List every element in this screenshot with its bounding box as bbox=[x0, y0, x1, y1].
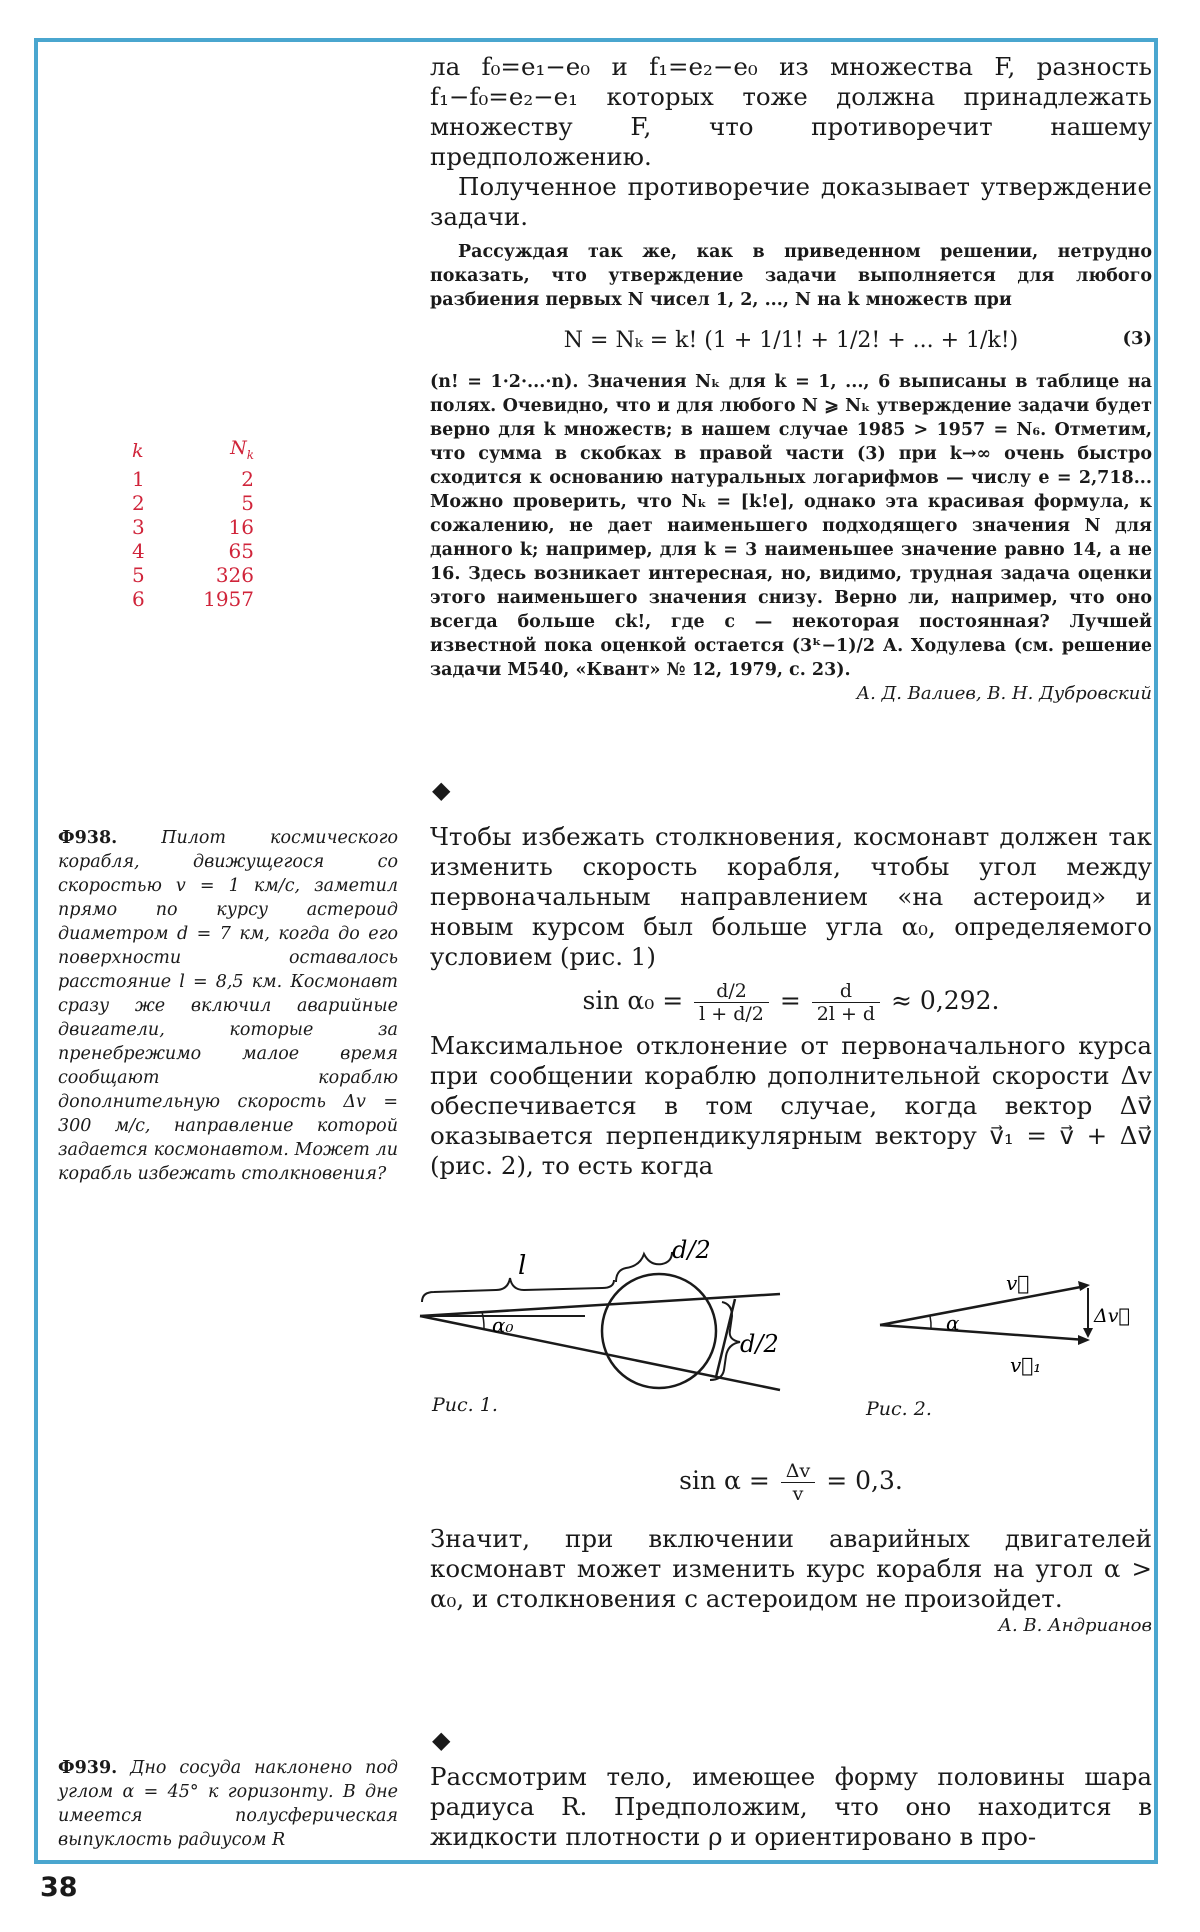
section-diamond: ◆ bbox=[432, 776, 451, 804]
f938-problem-text: Пилот космического корабля, движущегося со скоростью v = 1 км/с, заметил прямо по курсу астероид диаметром d = 7 км, когда до его поверхности оставалось расстояние l = 8,5 км. Космонавт сразу же включил аварийные двигатели, которые за пренебрежимо малое время сообщают кораблю дополнительную скорость Δv = 300 м/с, направление которой задается космонавтом. Может ли корабль избежать столкновения? bbox=[58, 828, 398, 1184]
table-cell-n: 16 bbox=[228, 514, 254, 539]
formula-3-label: (3) bbox=[1122, 328, 1152, 349]
f938-problem bbox=[58, 826, 398, 1186]
table-row bbox=[128, 491, 258, 515]
signature-valiev: А. Д. Валиев, В. Н. Дубровский bbox=[856, 683, 1152, 704]
top-section bbox=[430, 52, 1152, 706]
table-row bbox=[128, 539, 258, 563]
fig2-label-dv: Δv⃗ bbox=[1094, 1305, 1130, 1327]
fig2-label-v: v⃗ bbox=[1006, 1271, 1030, 1295]
formula-3 bbox=[430, 312, 1152, 370]
f938-paragraph-1: Чтобы избежать столкновения, космонавт должен так изменить скорость корабля, чтобы угол между первоначальным направлением «на астероид» и новым курсом был больше угла α₀, определяемого условием (рис. 1) bbox=[430, 822, 1152, 971]
fig2-arrow-dv bbox=[1083, 1328, 1093, 1338]
fig1-label-d2-side: d/2 bbox=[740, 1330, 779, 1358]
paragraph-conclusion: Полученное противоречие доказывает утверждение задачи. bbox=[430, 172, 1152, 231]
f938-paragraph-3: Значит, при включении аварийных двигателей космонавт может изменить курс корабля на угол α > α₀, и столкновения с астероидом не произойдет. bbox=[430, 1524, 1152, 1613]
formula-1-eq: = bbox=[779, 986, 801, 1015]
formula-3-expression: N = Nₖ = k! (1 + 1/1! + 1/2! + ... + 1/k!) bbox=[563, 328, 1019, 353]
formula-1-den-1: l + d/2 bbox=[699, 1003, 764, 1025]
formula-1-den-2: 2l + d bbox=[816, 1003, 876, 1025]
fig1-angle-arc bbox=[482, 1312, 484, 1328]
fig2-caption: Рис. 2. bbox=[866, 1398, 932, 1420]
fig2-label-v1: v⃗₁ bbox=[1010, 1353, 1042, 1377]
table-header-n bbox=[162, 436, 258, 467]
fig1-caption: Рис. 1. bbox=[432, 1394, 498, 1416]
fig2-vector-v1 bbox=[880, 1325, 1086, 1340]
fig1-asteroid-circle bbox=[602, 1274, 716, 1388]
fig1-label-alpha0: α₀ bbox=[492, 1313, 514, 1337]
table-cell-k: 1 bbox=[132, 466, 145, 491]
paragraph-values: (n! = 1·2·...·n). Значения Nₖ для k = 1, ..., 6 выписаны в таблице на полях. Очевидно, что и для любого N ⩾ Nₖ утверждение задачи будет верно для k множеств; в нашем случае 1985 > 1957 = N₆. Отметим, что сумма в скобках в правой части (3) при k→∞ очень быстро сходится к основанию натуральных логарифмов — числу e = 2,718... Можно проверить, что Nₖ = [k!e], однако эта красивая формула, к сожалению, не дает наименьшего подходящего значения N для данного k; например, для k = 3 наименьшее значение равно 14, а не 16. Здесь возникает интересная, но, видимо, трудная задача оценки этого наименьшего значения снизу. Верно ли, например, что оно всегда больше ck!, где c — некоторая постоянная? Лучшей известной пока оценкой остается (3ᵏ−1)/2 А. Ходулева (см. решение задачи М540, «Квант» № 12, 1979, с. 23). bbox=[430, 372, 1152, 680]
signature-andrianov: А. В. Андрианов bbox=[998, 1615, 1152, 1636]
page-number: 38 bbox=[40, 1872, 78, 1903]
formula-sin-alpha bbox=[430, 1460, 1152, 1505]
table-cell-n: 5 bbox=[241, 490, 254, 515]
f938-label: Ф938. bbox=[58, 828, 118, 848]
table-header-k: k bbox=[132, 440, 144, 463]
table-row bbox=[128, 563, 258, 587]
paragraph-generalization: Рассуждая так же, как в приведенном решении, нетрудно показать, что утверждение задачи выполняется для любого разбиения первых N чисел 1, 2, ..., N на k множеств при bbox=[430, 242, 1152, 310]
formula-1-frac-2 bbox=[812, 980, 880, 1025]
formula-1-num-2: d bbox=[812, 980, 880, 1003]
section-diamond: ◆ bbox=[432, 1726, 451, 1754]
formula-2-frac bbox=[781, 1460, 815, 1505]
table-cell-n: 1957 bbox=[203, 586, 254, 611]
fig1-line-upper bbox=[420, 1294, 780, 1316]
table-cell-k: 3 bbox=[132, 514, 145, 539]
f939-problem-text: Дно сосуда наклонено под углом α = 45° к горизонту. В дне имеется полусферическая выпуклость радиусом R bbox=[58, 1758, 398, 1850]
f938-conclusion bbox=[430, 1524, 1152, 1638]
f939-solution bbox=[430, 1762, 1152, 1852]
formula-2-num: Δv bbox=[781, 1460, 815, 1483]
f938-paragraph-2: Максимальное отклонение от первоначального курса при сообщении кораблю дополнительной скорости Δv обеспечивается в том случае, когда вектор Δv⃗ оказывается перпендикулярным вектору v⃗₁ = v⃗ + Δv⃗ (рис. 2), то есть когда bbox=[430, 1031, 1152, 1180]
fig1-label-d2-top: d/2 bbox=[672, 1236, 711, 1264]
table-cell-k: 2 bbox=[132, 490, 145, 515]
table-header-n-letter: N bbox=[230, 437, 247, 459]
f939-problem bbox=[58, 1756, 398, 1852]
formula-2-den: v bbox=[792, 1483, 804, 1505]
fig1-label-l: l bbox=[518, 1251, 527, 1281]
formula-1-frac-1 bbox=[694, 980, 769, 1025]
f938-solution bbox=[430, 822, 1152, 1181]
table-cell-k: 6 bbox=[132, 586, 145, 611]
f939-paragraph-1: Рассмотрим тело, имеющее форму половины шара радиуса R. Предположим, что оно находится в жидкости плотности ρ и ориентировано в про- bbox=[430, 1762, 1152, 1851]
f939-label: Ф939. bbox=[58, 1758, 118, 1778]
fig2-label-alpha: α bbox=[946, 1311, 960, 1335]
formula-1-lhs: sin α₀ = bbox=[582, 986, 684, 1015]
table-cell-n: 326 bbox=[215, 562, 254, 587]
formula-sin-alpha0 bbox=[430, 980, 1152, 1025]
nk-table bbox=[128, 436, 258, 611]
table-row bbox=[128, 515, 258, 539]
formula-1-num-1: d/2 bbox=[694, 980, 769, 1003]
paragraph-continuation: ла f₀=e₁−e₀ и f₁=e₂−e₀ из множества F, разность f₁−f₀=e₂−e₁ которых тоже должна принадлежать множеству F, что противоречит нашему предположению. bbox=[430, 52, 1152, 171]
table-cell-k: 4 bbox=[132, 538, 145, 563]
table-cell-n: 65 bbox=[228, 538, 254, 563]
table-row bbox=[128, 467, 258, 491]
fig1-brace-d2-top bbox=[616, 1252, 672, 1282]
fig2-vector-v bbox=[880, 1286, 1086, 1325]
table-row bbox=[128, 587, 258, 611]
formula-2-lhs: sin α = bbox=[679, 1466, 770, 1495]
formula-2-rhs: = 0,3. bbox=[826, 1466, 903, 1495]
fig2-angle-arc bbox=[930, 1316, 931, 1329]
table-cell-n: 2 bbox=[241, 466, 254, 491]
table-cell-k: 5 bbox=[132, 562, 145, 587]
figure-1 bbox=[420, 1236, 780, 1390]
figure-2 bbox=[880, 1271, 1130, 1377]
formula-1-rhs: ≈ 0,292. bbox=[891, 986, 1000, 1015]
fig1-brace-l bbox=[422, 1278, 614, 1302]
figures bbox=[410, 1230, 1170, 1430]
table-header-n-sub: k bbox=[246, 447, 254, 462]
